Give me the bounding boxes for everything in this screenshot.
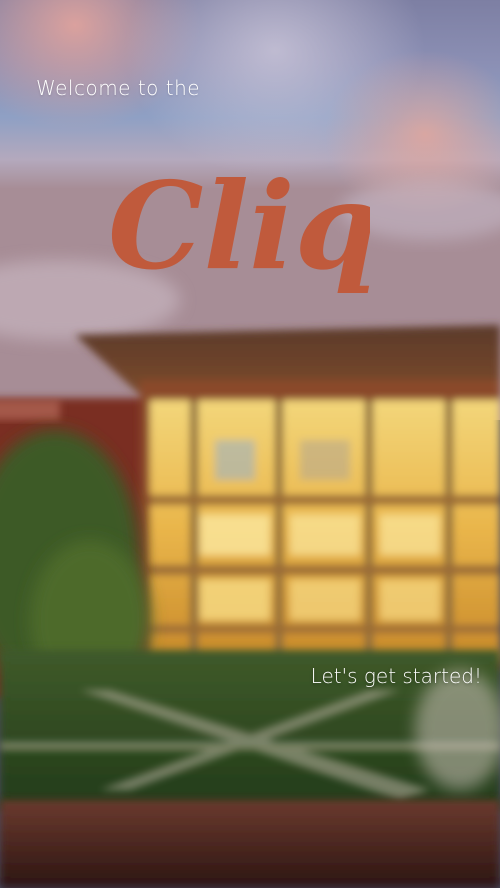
welcome-text: Welcome to the [36, 76, 201, 100]
get-started-link[interactable]: Let's get started! [310, 664, 482, 688]
logo-wordmark: Cliq [108, 156, 370, 297]
cliq-logo [100, 140, 370, 330]
